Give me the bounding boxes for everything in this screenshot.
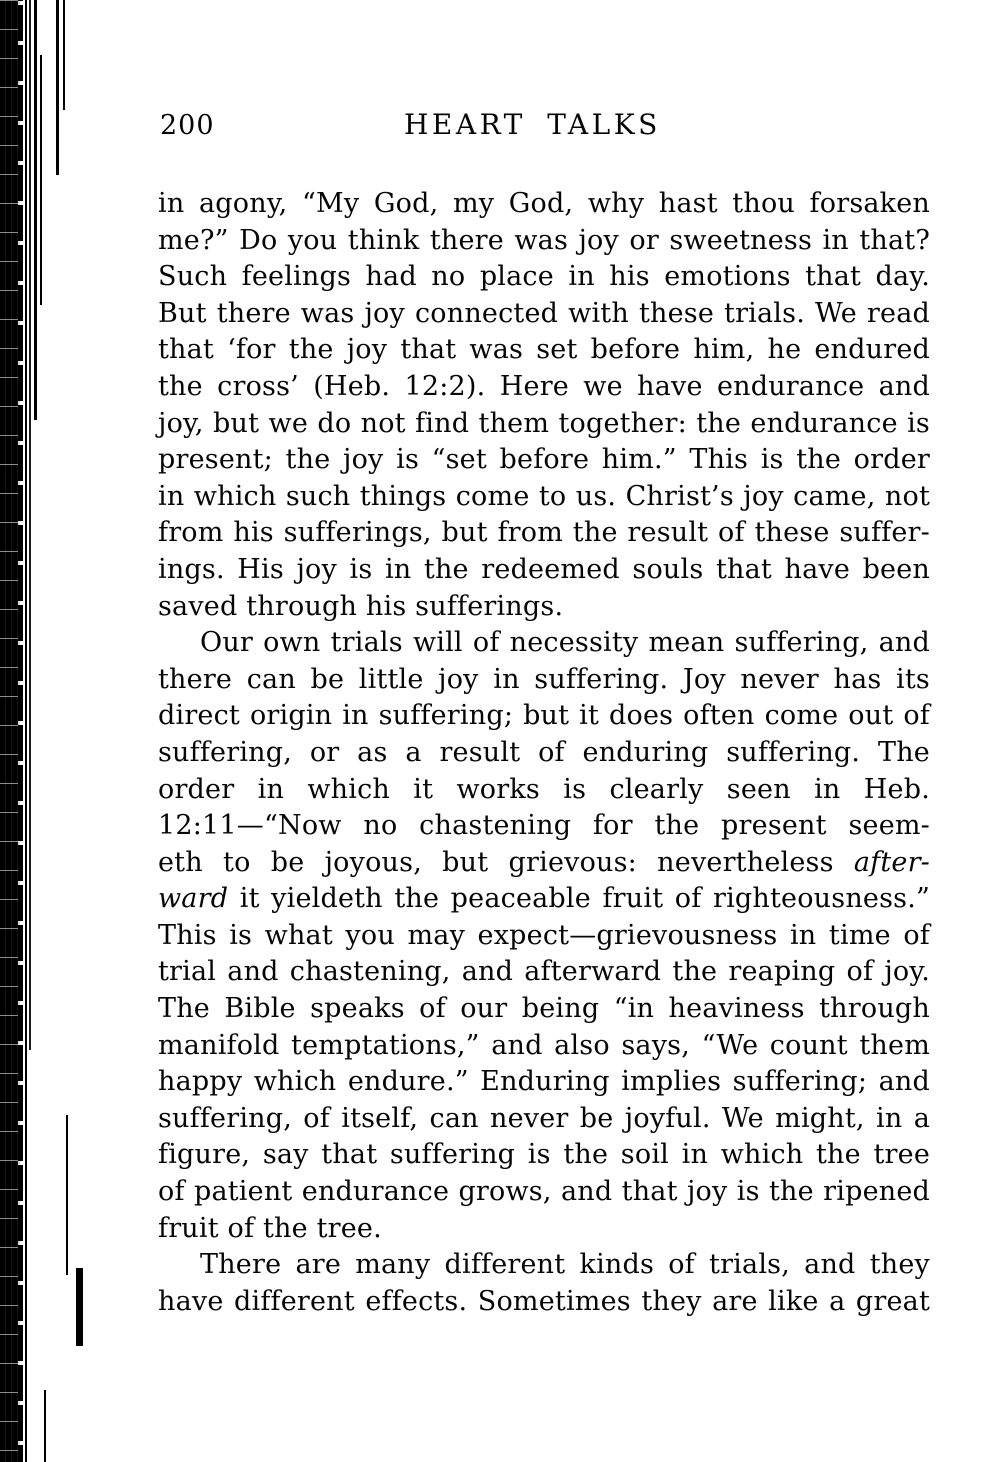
text-line: This is what you may expect—grievousness in time of [158,919,930,951]
text-line: manifold temptations,” and also says, “We count them [158,1029,930,1061]
scan-streak-line [44,1390,46,1462]
text-line: have different effects. Sometimes they are like a great [158,1285,930,1317]
text-line: suffering, of itself, can never be joyful. We might, in a [158,1102,930,1134]
text-line: trial and chastening, and afterward the reaping of joy. [158,956,930,988]
scan-streak-line [29,0,31,1050]
text-line: there can be little joy in suffering. Joy never has its [158,663,930,695]
scan-streak-line [76,1268,83,1346]
text-line: 12:11—“Now no chastening for the present seem- [158,810,930,842]
text-line: ward it yieldeth the peaceable fruit of righteousness.” [158,883,930,915]
scan-streak-line [25,0,27,1462]
running-header: HEART TALKS [404,108,661,141]
scan-streak-line [56,0,59,175]
text-line: eth to be joyous, but grievous: nevertheless after- [158,846,930,878]
text-line: saved through his sufferings. [158,590,564,622]
text-line: in agony, “My God, my God, why hast thou forsaken [158,188,930,219]
text-line: from his sufferings, but from the result of these suffer- [158,517,930,549]
scan-streak-line [66,1115,68,1275]
text-line: There are many different kinds of trials, and they [200,1249,930,1281]
text-line: Such feelings had no place in his emotions that day. [158,261,930,293]
text-line: fruit of the tree. [158,1212,382,1244]
scan-streak-line [40,55,42,305]
text-block [158,186,930,1320]
text-line: joy, but we do not find them together: the endurance is [158,407,930,439]
text-line: that ‘for the joy that was set before him, he endured [158,334,930,366]
text-line: ings. His joy is in the redeemed souls that have been [158,553,930,585]
text-line: present; the joy is “set before him.” This is the order [158,444,930,476]
text-line: figure, say that suffering is the soil in which the tree [158,1139,930,1171]
text-line: But there was joy connected with these trials. We read [158,297,930,329]
text-line: of patient endurance grows, and that joy is the ripened [158,1176,930,1208]
text-line: in which such things come to us. Christ’s joy came, not [158,480,930,512]
scan-streak-line [34,0,37,420]
binding-shadow-edge [18,0,23,1462]
text-line: me?” Do you think there was joy or sweetness in that? [158,224,930,256]
scan-streak-line [63,0,65,110]
text-line: direct origin in suffering; but it does often come out of [158,700,930,732]
text-line: order in which it works is clearly seen in Heb. [158,773,930,805]
text-line: suffering, or as a result of enduring suffering. The [158,736,930,768]
text-line: the cross’ (Heb. 12:2). Here we have endurance and [158,370,930,402]
text-line: The Bible speaks of our being “in heaviness through [158,993,930,1025]
page-number: 200 [160,110,215,141]
text-line: Our own trials will of necessity mean suffering, and [200,627,930,659]
text-line: happy which endure.” Enduring implies suffering; and [158,1066,930,1098]
binding-shadow [0,0,20,1462]
